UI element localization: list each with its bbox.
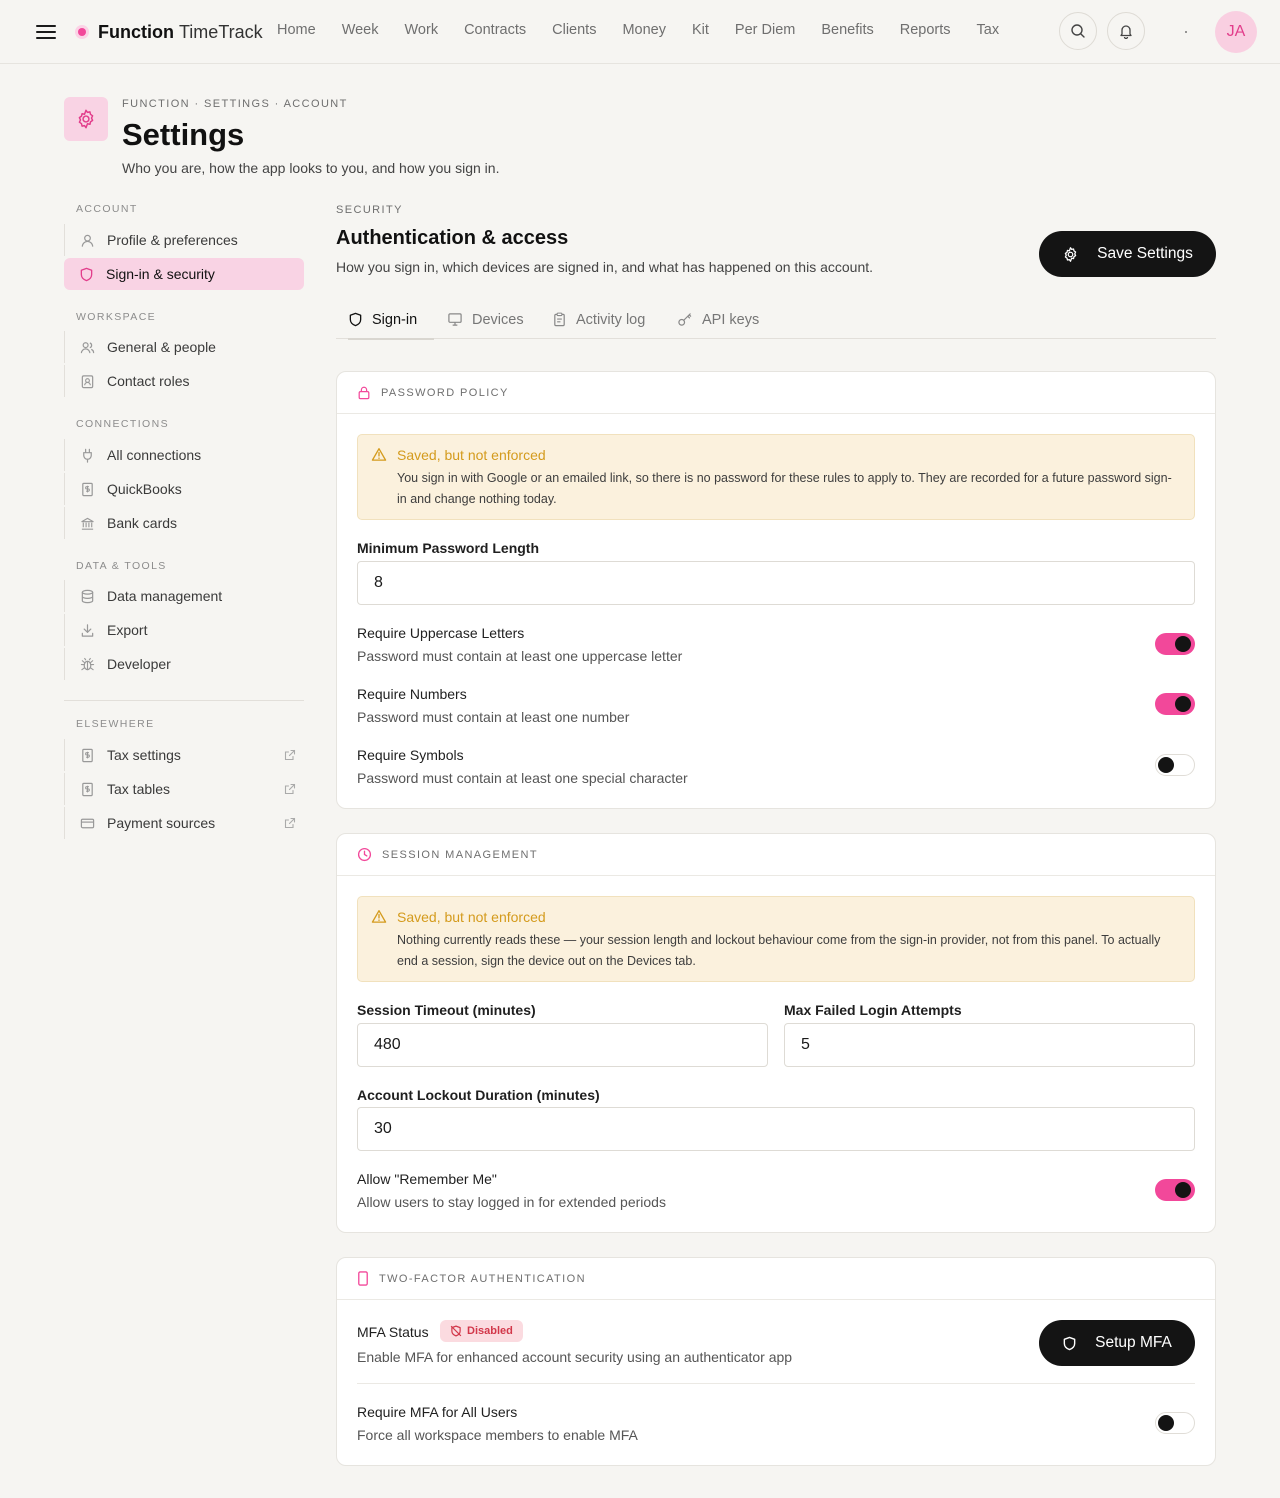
nav-reports[interactable]: Reports — [899, 22, 951, 38]
notifications-button[interactable] — [1107, 12, 1145, 50]
tab-label: API keys — [702, 311, 760, 328]
sidebar-group-data-tools: DATA & TOOLS — [76, 560, 167, 572]
page-subtitle: Who you are, how the app looks to you, and how you sign in. — [122, 160, 500, 176]
require-numbers-toggle[interactable] — [1155, 693, 1195, 715]
mfa-status-desc: Enable MFA for enhanced account security using an authenticator app — [357, 1349, 793, 1365]
password-policy-warning — [357, 434, 1195, 520]
monitor-icon — [447, 312, 463, 327]
page-title: Settings — [122, 117, 245, 152]
sidebar-group-workspace: WORKSPACE — [76, 311, 157, 323]
main-nav — [264, 22, 1012, 38]
session-timeout-input[interactable] — [357, 1023, 768, 1067]
max-failed-attempts-input[interactable] — [784, 1023, 1195, 1067]
password-policy-header — [337, 372, 1215, 414]
sidebar-item-data-management[interactable] — [64, 580, 304, 612]
two-factor-header — [337, 1258, 1215, 1300]
tab-label: Activity log — [576, 311, 646, 328]
sidebar-item-label: QuickBooks — [107, 481, 182, 497]
receipt-icon — [79, 781, 95, 797]
require-uppercase-desc: Password must contain at least one uppercase letter — [357, 648, 683, 664]
require-mfa-desc: Force all workspace members to enable MFA — [357, 1427, 638, 1443]
nav-benefits[interactable]: Benefits — [821, 22, 874, 38]
sidebar-item-label: Profile & preferences — [107, 232, 238, 248]
require-numbers-title: Require Numbers — [357, 686, 467, 702]
shield-icon — [348, 312, 363, 327]
session-management-card — [336, 833, 1216, 1233]
sidebar-item-quickbooks[interactable] — [64, 473, 304, 505]
bug-icon — [79, 656, 95, 672]
password-policy-card — [336, 371, 1216, 809]
sidebar-item-profile[interactable] — [64, 224, 304, 256]
status-dot-icon — [1185, 31, 1187, 33]
remember-me-toggle[interactable] — [1155, 1179, 1195, 1201]
plug-icon — [79, 447, 95, 463]
user-icon — [79, 232, 95, 248]
sidebar-item-general-people[interactable] — [64, 331, 304, 363]
shield-icon — [78, 266, 94, 282]
database-icon — [79, 588, 95, 604]
tab-devices[interactable] — [447, 300, 524, 339]
settings-gear-icon — [64, 97, 108, 141]
require-symbols-desc: Password must contain at least one special character — [357, 770, 688, 786]
brand-logo[interactable] — [78, 20, 263, 44]
remember-me-title: Allow "Remember Me" — [357, 1171, 497, 1187]
sidebar-group-connections: CONNECTIONS — [76, 418, 169, 430]
sidebar-item-all-connections[interactable] — [64, 439, 304, 471]
sidebar-item-label: All connections — [107, 447, 202, 463]
warning-icon — [371, 447, 387, 462]
session-management-heading: SESSION MANAGEMENT — [382, 848, 538, 861]
external-link-icon — [284, 782, 296, 798]
nav-tax[interactable]: Tax — [976, 22, 1000, 38]
row-divider — [357, 1383, 1195, 1384]
sidebar-item-label: Export — [107, 622, 148, 638]
credit-card-icon — [79, 815, 95, 831]
sidebar-item-label: Payment sources — [107, 815, 216, 831]
setup-mfa-button[interactable] — [1039, 1320, 1195, 1366]
require-mfa-title: Require MFA for All Users — [357, 1404, 518, 1420]
clock-icon — [357, 847, 372, 862]
sidebar-item-label: Tax settings — [107, 747, 181, 763]
receipt-icon — [79, 747, 95, 763]
warning-title: Saved, but not enforced — [397, 447, 546, 463]
nav-contracts[interactable]: Contracts — [464, 22, 527, 38]
security-tabs — [336, 300, 1216, 339]
require-uppercase-toggle[interactable] — [1155, 633, 1195, 655]
nav-home[interactable]: Home — [277, 22, 316, 38]
sidebar-item-label: General & people — [107, 339, 216, 355]
gear-icon — [1062, 246, 1079, 263]
users-icon — [79, 339, 95, 355]
section-subtitle: How you sign in, which devices are signed in, and what has happened on this account. — [336, 259, 874, 275]
section-title: Authentication & access — [336, 227, 569, 249]
tab-sign-in[interactable] — [348, 300, 434, 339]
shield-icon — [1062, 1336, 1077, 1351]
clipboard-icon — [552, 312, 567, 327]
max-failed-attempts-label: Max Failed Login Attempts — [784, 1002, 962, 1018]
contact-card-icon — [79, 373, 95, 389]
password-policy-heading: PASSWORD POLICY — [381, 386, 509, 399]
sidebar-item-export[interactable] — [64, 614, 304, 646]
sidebar-item-label: Developer — [107, 656, 171, 672]
require-numbers-desc: Password must contain at least one number — [357, 709, 630, 725]
menu-icon[interactable] — [36, 21, 56, 43]
sidebar-item-label: Tax tables — [107, 781, 171, 797]
two-factor-heading: TWO-FACTOR AUTHENTICATION — [379, 1272, 586, 1285]
external-link-icon — [284, 748, 296, 764]
brand-name: Function — [98, 21, 174, 42]
sidebar-item-developer[interactable] — [64, 648, 304, 680]
receipt-icon — [79, 481, 95, 497]
status-badge — [440, 1320, 523, 1342]
warning-text: You sign in with Google or an emailed link, so there is no password for these rules to apply to. They are recorded for a future password sign-in and change nothing today. — [397, 471, 1172, 506]
section-label: SECURITY — [336, 204, 403, 216]
sidebar-item-label: Sign-in & security — [106, 266, 215, 282]
sidebar-item-label: Bank cards — [107, 515, 178, 531]
tab-label: Sign-in — [372, 311, 418, 328]
warning-text: Nothing currently reads these — your session length and lockout behaviour come from the sign-in provider, not from this panel. To actually end a session, sign the device out on the Devices tab. — [397, 933, 1161, 968]
shield-off-icon — [450, 1325, 462, 1337]
nav-kit[interactable]: Kit — [692, 22, 709, 38]
sidebar-divider — [64, 700, 304, 701]
search-button[interactable] — [1059, 12, 1097, 50]
remember-me-desc: Allow users to stay logged in for extended periods — [357, 1194, 666, 1210]
warning-icon — [371, 909, 387, 924]
top-navbar — [0, 0, 1280, 64]
key-icon — [677, 312, 693, 327]
sidebar-item-tax-settings[interactable] — [64, 739, 304, 771]
tab-label: Devices — [472, 311, 524, 328]
tab-activity-log[interactable] — [552, 300, 645, 339]
brand-dot-icon — [78, 28, 86, 36]
bank-icon — [79, 515, 95, 531]
sidebar-item-tax-tables[interactable] — [64, 773, 304, 805]
min-password-length-input[interactable] — [357, 561, 1195, 605]
session-management-header — [337, 834, 1215, 876]
external-link-icon — [284, 816, 296, 832]
sidebar-group-account: ACCOUNT — [76, 203, 138, 215]
setup-mfa-label: Setup MFA — [1095, 1334, 1172, 1351]
require-uppercase-title: Require Uppercase Letters — [357, 625, 525, 641]
nav-work[interactable]: Work — [404, 22, 439, 38]
nav-money[interactable]: Money — [622, 22, 666, 38]
session-warning — [357, 896, 1195, 982]
sidebar-item-contact-roles[interactable] — [64, 365, 304, 397]
status-badge-label: Disabled — [467, 1325, 513, 1337]
brand-product: TimeTrack — [178, 21, 263, 42]
sidebar-item-sign-in-security[interactable] — [64, 258, 304, 290]
lock-icon — [357, 385, 371, 400]
tab-api-keys[interactable] — [677, 300, 759, 339]
require-symbols-toggle[interactable] — [1155, 754, 1195, 776]
search-icon — [1070, 23, 1086, 39]
sidebar-item-payment-sources[interactable] — [64, 807, 304, 839]
save-settings-label: Save Settings — [1097, 245, 1193, 262]
sidebar-item-label: Contact roles — [107, 373, 190, 389]
sidebar-item-bank-cards[interactable] — [64, 507, 304, 539]
min-password-length-label: Minimum Password Length — [357, 540, 540, 556]
bell-icon — [1118, 23, 1134, 39]
save-settings-button[interactable] — [1039, 231, 1216, 277]
avatar[interactable]: JA — [1215, 11, 1257, 53]
mfa-status-title: MFA Status — [357, 1324, 429, 1340]
sidebar-item-label: Data management — [107, 588, 223, 604]
require-symbols-title: Require Symbols — [357, 747, 464, 763]
warning-title: Saved, but not enforced — [397, 909, 546, 925]
require-mfa-toggle[interactable] — [1155, 1412, 1195, 1434]
smartphone-icon — [357, 1271, 369, 1286]
download-icon — [79, 622, 95, 638]
session-timeout-label: Session Timeout (minutes) — [357, 1002, 536, 1018]
lockout-duration-input[interactable] — [357, 1107, 1195, 1151]
nav-week[interactable]: Week — [341, 22, 379, 38]
lockout-duration-label: Account Lockout Duration (minutes) — [357, 1087, 600, 1103]
nav-per-diem[interactable]: Per Diem — [734, 22, 796, 38]
nav-clients[interactable]: Clients — [552, 22, 597, 38]
breadcrumb: FUNCTION · SETTINGS · ACCOUNT — [122, 98, 348, 110]
two-factor-card — [336, 1257, 1216, 1466]
sidebar-group-elsewhere: ELSEWHERE — [76, 718, 155, 730]
